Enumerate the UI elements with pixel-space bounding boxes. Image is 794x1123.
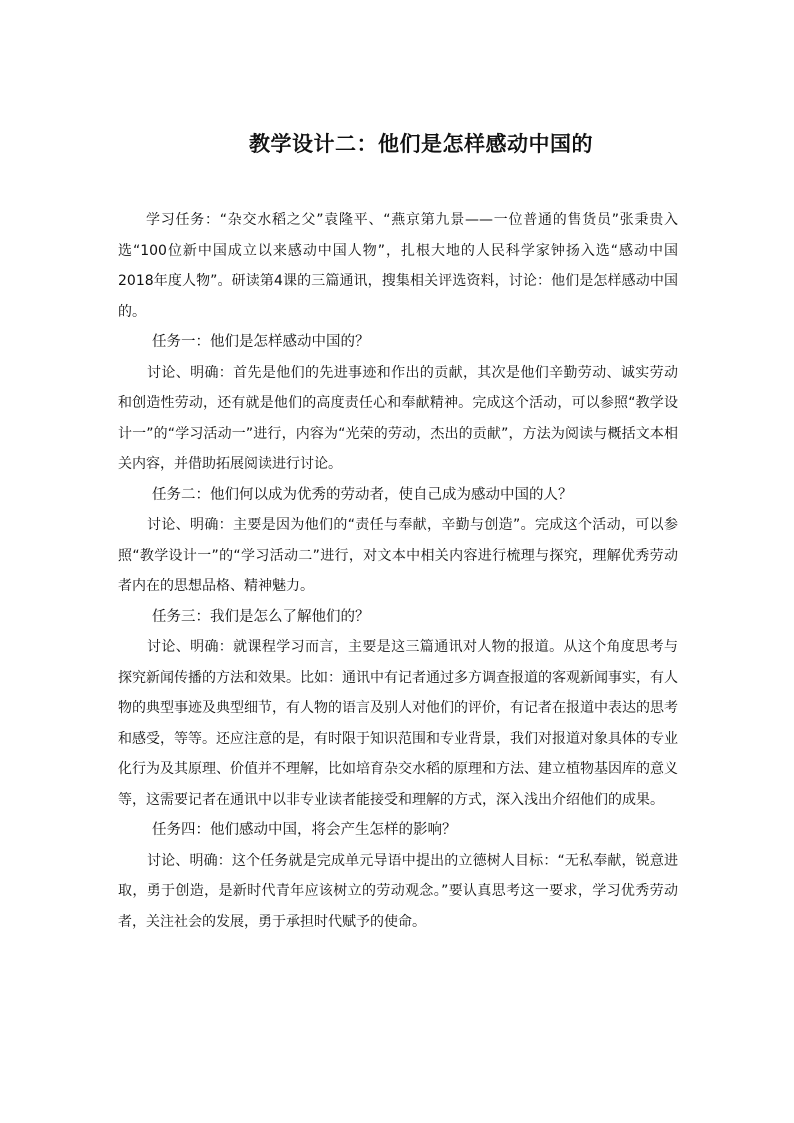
task-2-heading: 任务二：他们何以成为优秀的劳动者，使自己成为感动中国的人？ bbox=[152, 486, 573, 503]
task-1-text: 讨论、明确：首先是他们的先进事迹和作出的贡献，其次是他们辛勤劳动、诚实劳动和创造性劳动，还有就是他们的高度责任心和奉献精神。完成这个活动，可以参照“教学设计一”的“学习活动一”进行，内容为“光荣的劳动，杰出的贡献”，方法为阅读与概括文本相关内容，并借助拓展阅读进行讨论。 bbox=[118, 364, 678, 472]
task-3-text: 讨论、明确：就课程学习而言，主要是这三篇通讯对人物的报道。从这个角度思考与探究新闻传播的方法和效果。比如：通讯中有记者通过多方调查报道的客观新闻事实，有人物的典型事迹及典型细节，有人物的语言及别人对他们的评价，有记者在报道中表达的思考和感受，等等。还应注意的是，有时限于知识范围和专业背景，我们对报道对象具体的专业化行为及其原理、价值并不理解，比如培育杂交水稻的原理和方法、建立植物基因库的意义等，这需要记者在通讯中以非专业读者能接受和理解的方式，深入浅出介绍他们的成果。 bbox=[118, 639, 678, 808]
task-3-heading: 任务三：我们是怎么了解他们的？ bbox=[152, 608, 370, 625]
task-4-text: 讨论、明确：这个任务就是完成单元导语中提出的立德树人目标：“无私奉献，锐意进取，勇于创造，是新时代青年应该树立的劳动观念。”要认真思考这一要求，学习优秀劳动者，关注社会的发展，勇于承担时代赋予的使命。 bbox=[118, 852, 678, 930]
task-2-text: 讨论、明确：主要是因为他们的“责任与奉献，辛勤与创造”。完成这个活动，可以参照“教学设计一”的“学习活动二”进行，对文本中相关内容进行梳理与探究，理解优秀劳动者内在的思想品格、精神魅力。 bbox=[118, 517, 678, 594]
document-title: 教学设计二：他们是怎样感动中国的 bbox=[249, 132, 593, 156]
task-4-heading: 任务四：他们感动中国，将会产生怎样的影响？ bbox=[152, 822, 457, 838]
document-body bbox=[118, 205, 678, 937]
intro-paragraph: 学习任务：“杂交水稻之父”袁隆平、“燕京第九景——一位普通的售货员”张秉贵入选“100位新中国成立以来感动中国人物”，扎根大地的人民科学家钟扬入选“感动中国2018年度人物”。研读第4课的三篇通讯，搜集相关评选资料，讨论：他们是怎样感动中国的。 bbox=[118, 212, 678, 320]
task-1-heading: 任务一：他们是怎样感动中国的？ bbox=[152, 334, 370, 350]
